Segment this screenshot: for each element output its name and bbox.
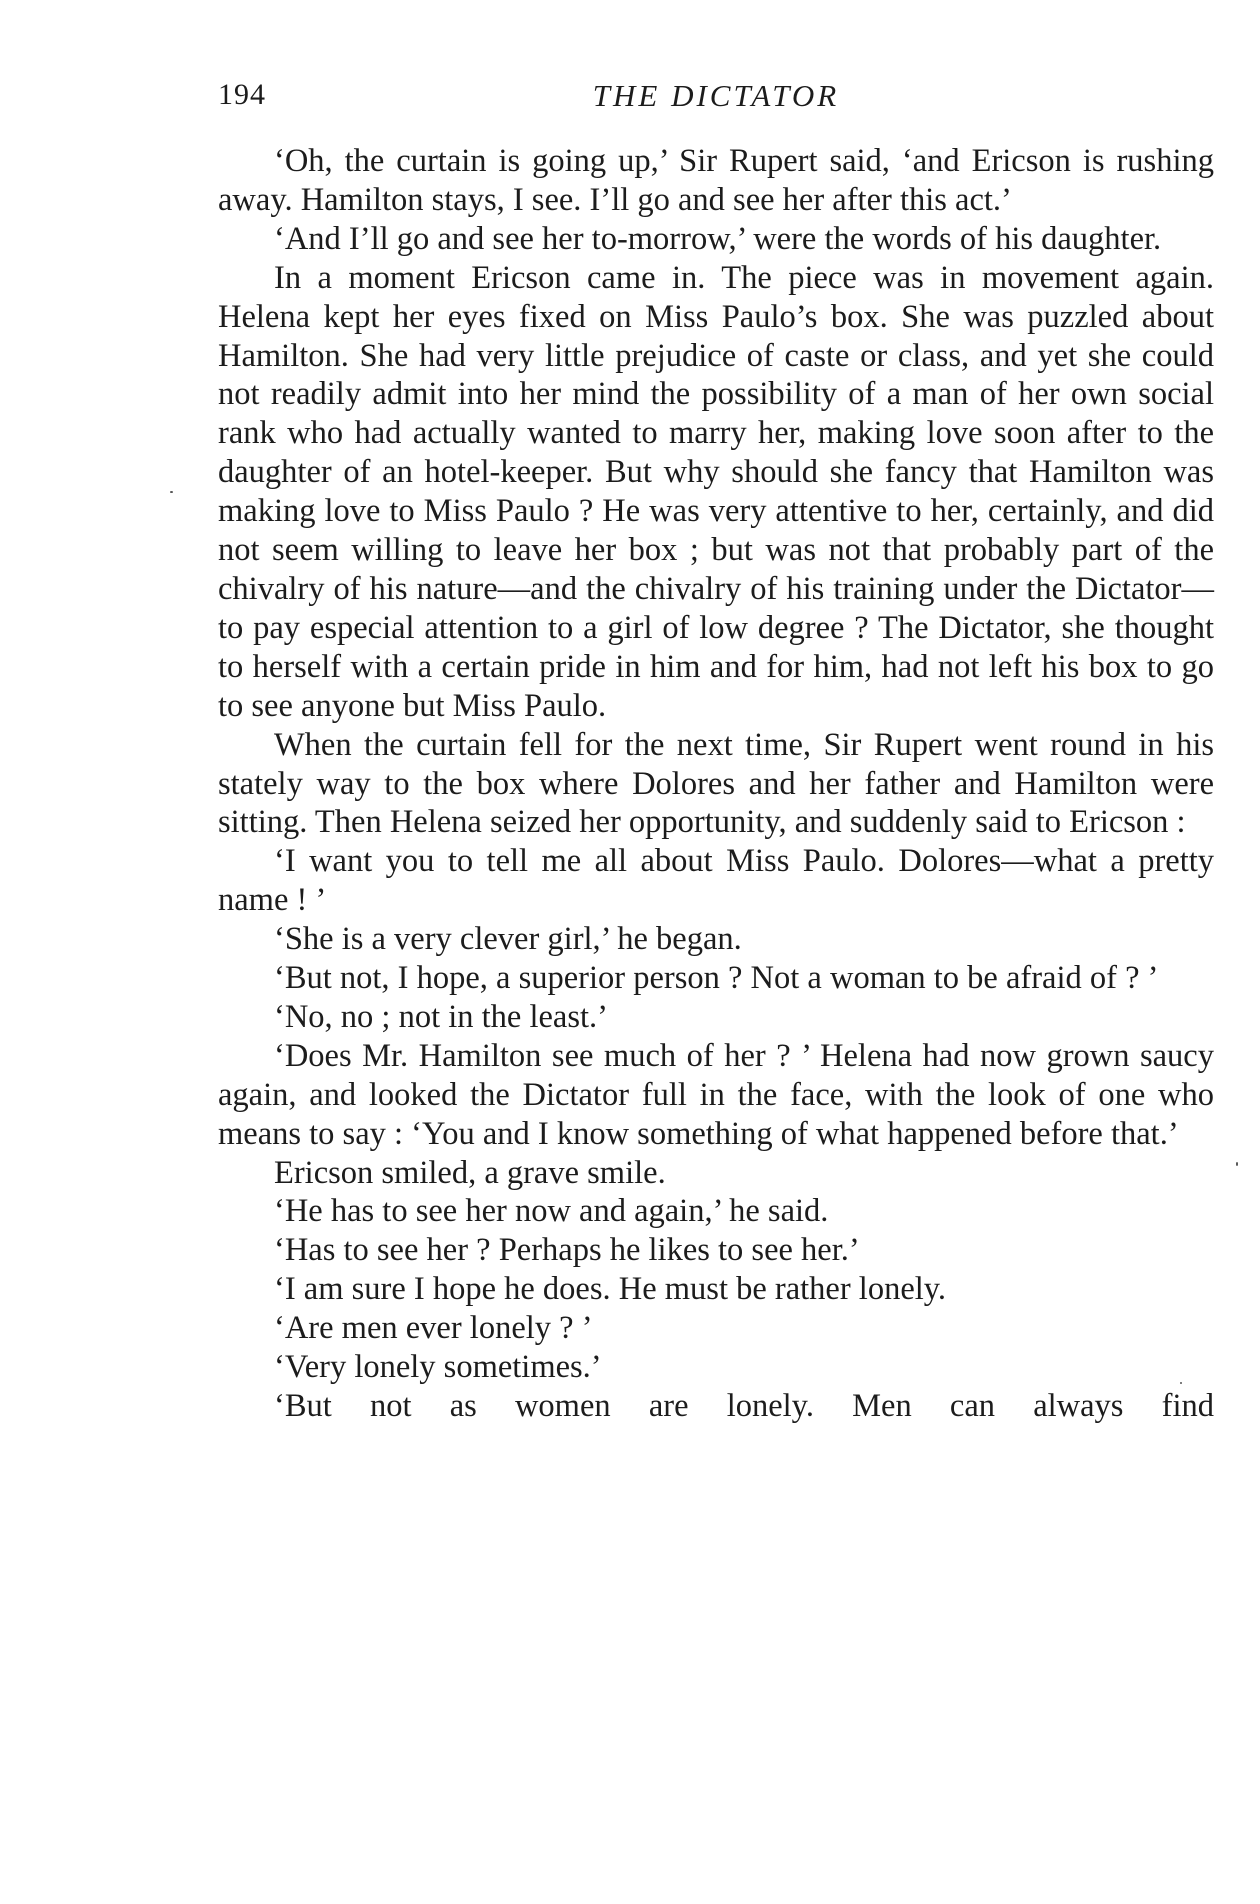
paragraph: ‘He has to see her now and again,’ he said. [274, 1193, 829, 1230]
scan-speck [1180, 1382, 1182, 1384]
page-number: 194 [218, 78, 266, 111]
paragraph: When the curtain fell for the next time, Sir Rupert went round in his stately way to the box where Dolores and her father and Hamilton were sitting. Then Helena seized her opportunity, and suddenly said to Ericson : [218, 726, 1214, 841]
paragraph: ‘But not, I hope, a superior person ? Not a woman to be afraid of ? ’ [274, 960, 1159, 997]
paragraph: ‘She is a very clever girl,’ he began. [274, 921, 742, 958]
paragraph: ‘I want you to tell me all about Miss Paulo. Dolores—what a pretty name ! ’ [218, 843, 1214, 919]
paragraph: Ericson smiled, a grave smile. [274, 1154, 666, 1191]
paragraph: ‘Has to see her ? Perhaps he likes to see her.’ [274, 1232, 860, 1269]
paragraph: ‘But not as women are lonely. Men can always find [274, 1388, 1214, 1424]
paragraph: ‘And I’ll go and see her to-morrow,’ were the words of his daughter. [274, 220, 1162, 257]
scan-speck [170, 491, 173, 493]
paragraph: ‘Are men ever lonely ? ’ [274, 1310, 593, 1347]
paragraph: ‘Very lonely sometimes.’ [274, 1349, 602, 1386]
page-header [218, 78, 1214, 122]
paragraph: ‘Oh, the curtain is going up,’ Sir Rupert said, ‘and Ericson is rushing away. Hamilton stays, I see. I’ll go and see her after this act.’ [218, 143, 1214, 218]
running-title: THE DICTATOR [592, 78, 840, 113]
body-text [218, 142, 1214, 1426]
scan-speck [1236, 1162, 1238, 1166]
paragraph: ‘No, no ; not in the least.’ [274, 998, 608, 1035]
paragraph: In a moment Ericson came in. The piece was in movement again. Helena kept her eyes fixed on Miss Paulo’s box. She was puzzled about Hamilton. She had very little prejudice of caste or class, and yet she could not readily admit into her mind the possibility of a man of her own social rank who had actually wanted to marry her, making love soon after to the daughter of an hotel-keeper. But why should she fancy that Hamilton was making love to Miss Paulo ? He was very attentive to her, certainly, and did not seem willing to leave her box ; but was not that probably part of the chivalry of his nature—and the chivalry of his training under the Dictator—to pay especial attention to a girl of low degree ? The Dictator, she thought to herself with a certain pride in him and for him, had not left his box to go to see anyone but Miss Paulo. [218, 259, 1214, 724]
paragraph: ‘I am sure I hope he does. He must be rather lonely. [274, 1271, 947, 1308]
paragraph: ‘Does Mr. Hamilton see much of her ? ’ Helena had now grown saucy again, and looked the Dictator full in the face, with the look of one who means to say : ‘You and I know something of what happened before that.’ [218, 1037, 1214, 1152]
